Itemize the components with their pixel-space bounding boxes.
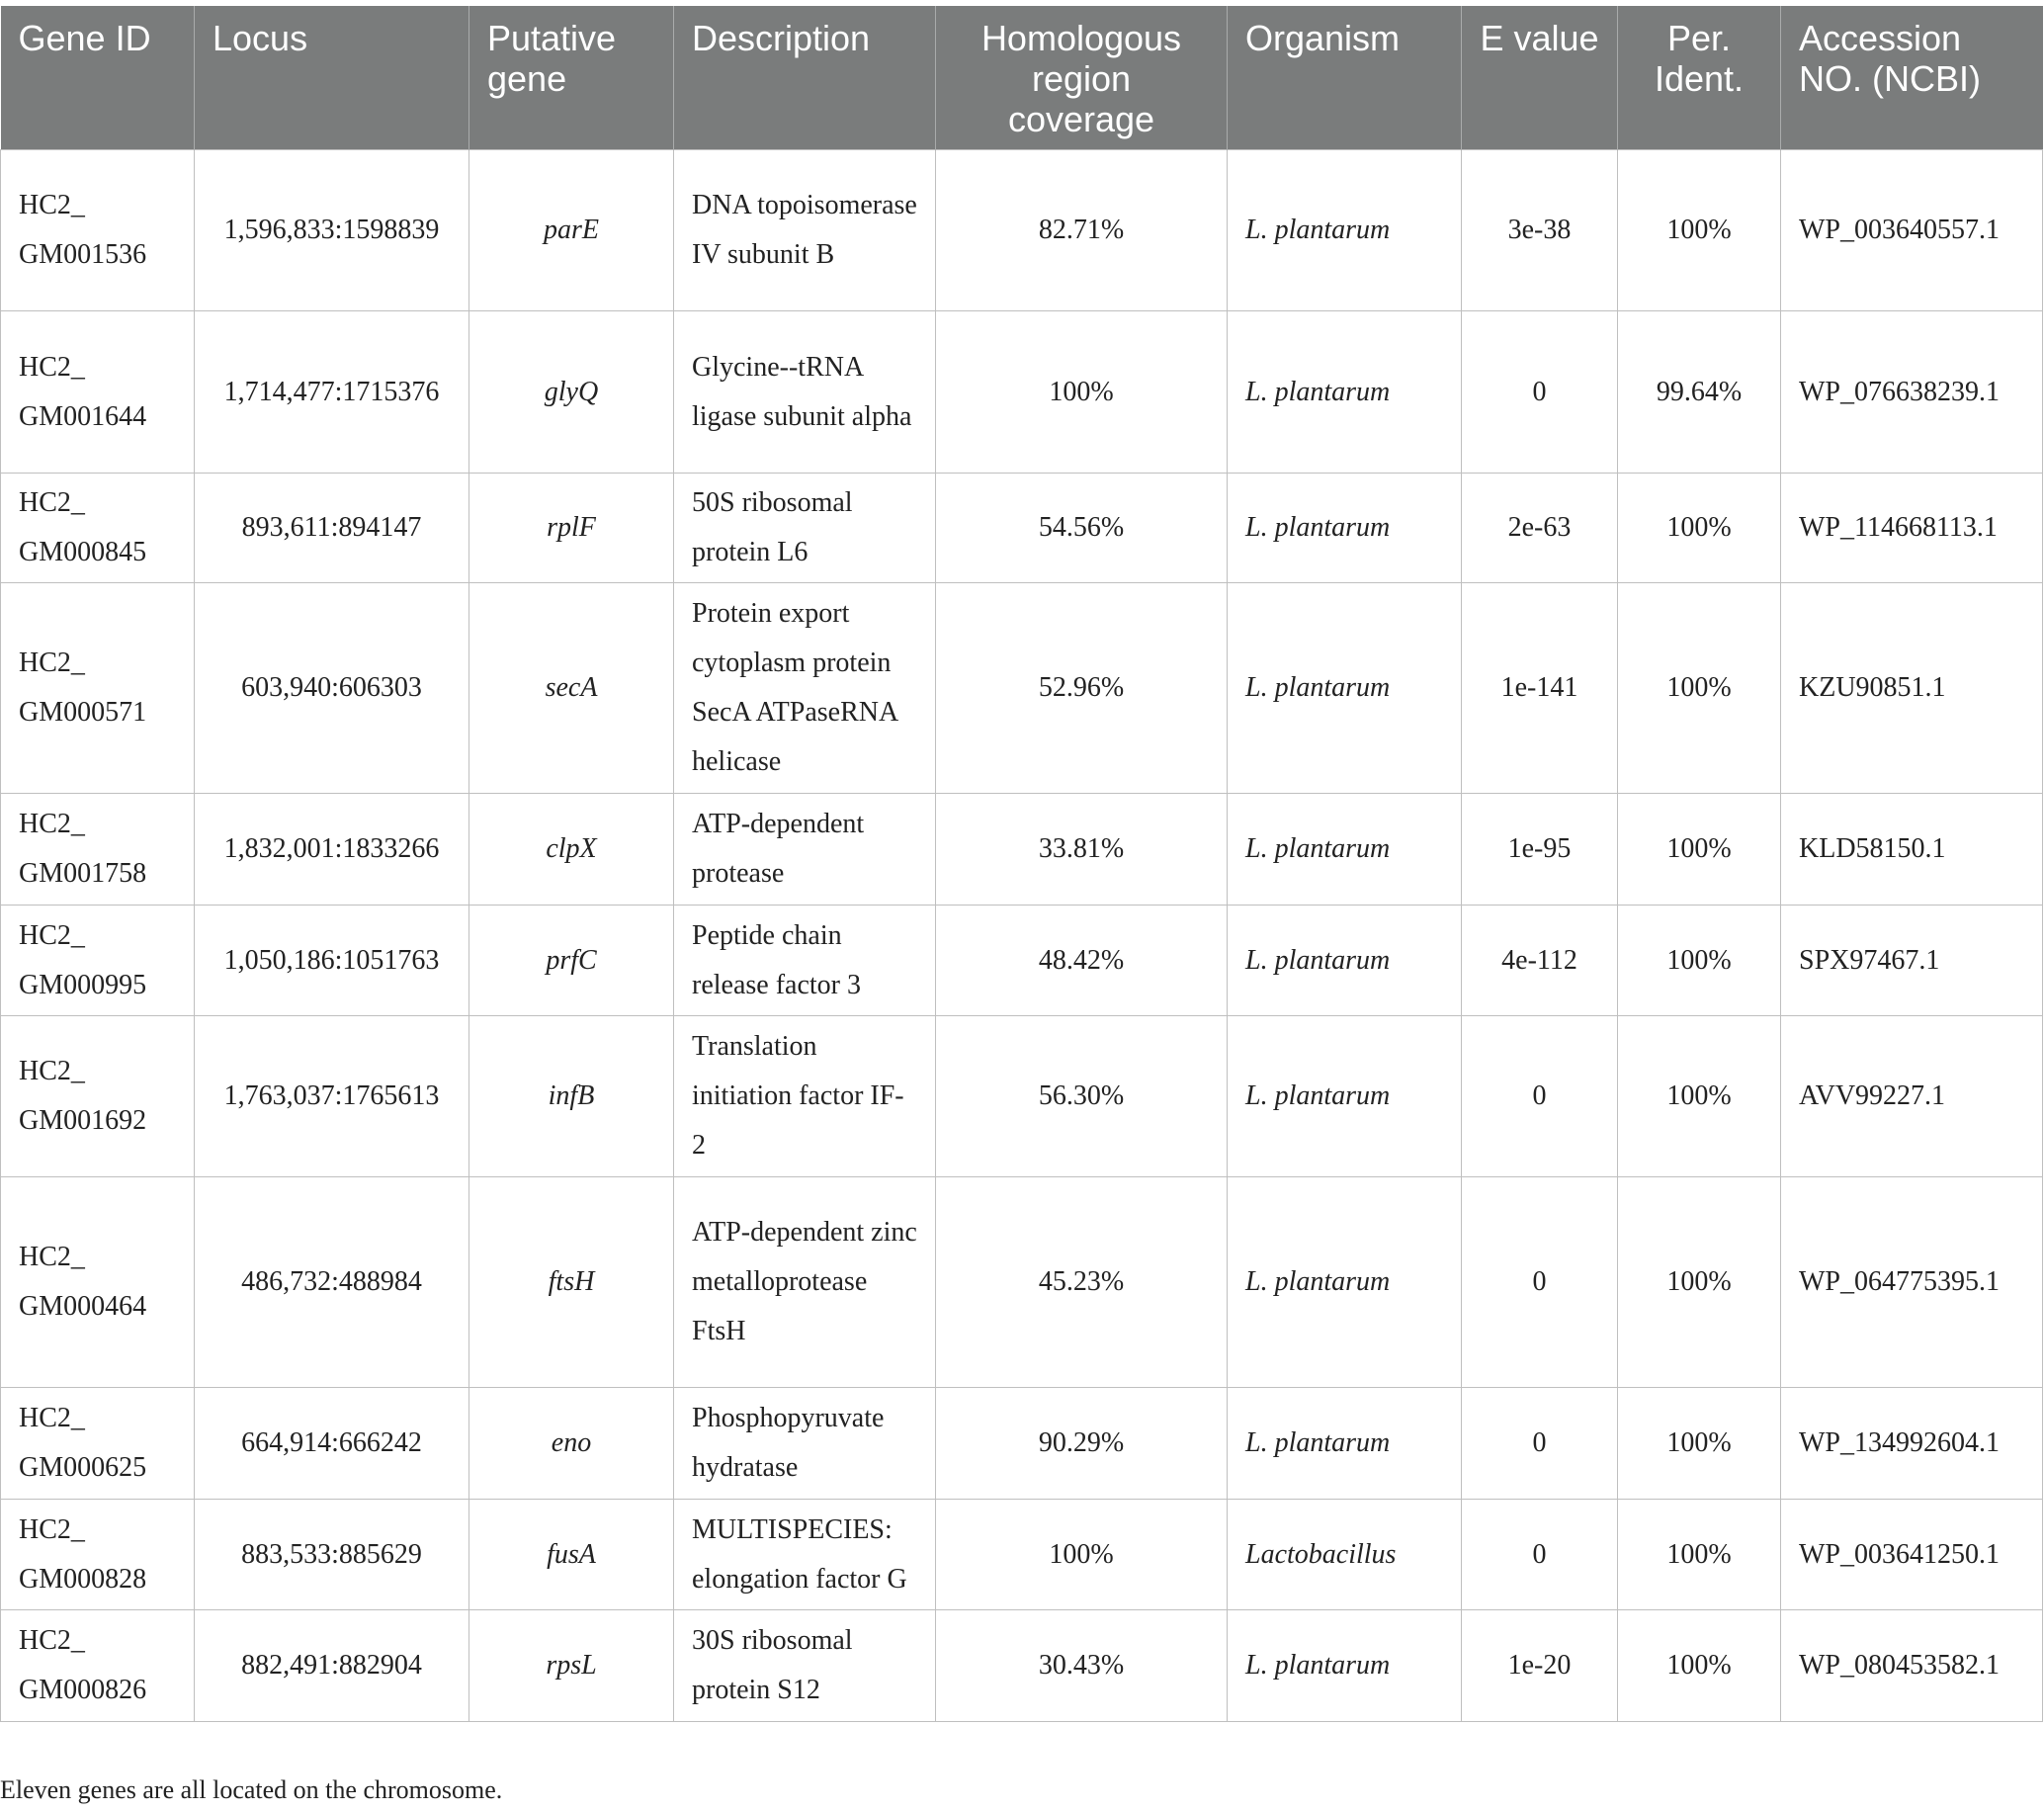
cell-gene-id: HC2_ GM000995 [1,906,195,1016]
cell-locus: 1,763,037:1765613 [195,1016,469,1177]
table-row [1,1177,2043,1388]
cell-gene-id: HC2_ GM001692 [1,1016,195,1177]
cell-locus: 486,732:488984 [195,1177,469,1388]
cell-e-value: 2e-63 [1462,474,1618,583]
cell-per-ident: 99.64% [1618,311,1781,474]
cell-coverage: 52.96% [936,583,1228,794]
cell-e-value: 1e-95 [1462,794,1618,906]
cell-organism: L. plantarum [1228,1610,1462,1722]
table-row [1,906,2043,1016]
table-row [1,1500,2043,1610]
cell-per-ident: 100% [1618,583,1781,794]
cell-locus: 1,832,001:1833266 [195,794,469,906]
cell-coverage: 82.71% [936,150,1228,311]
cell-gene-id: HC2_ GM000625 [1,1388,195,1500]
cell-per-ident: 100% [1618,1610,1781,1722]
cell-coverage: 56.30% [936,1016,1228,1177]
cell-organism: L. plantarum [1228,311,1462,474]
cell-putative-gene: ftsH [469,1177,674,1388]
cell-description: Translation initiation factor IF-2 [674,1016,936,1177]
table-row [1,1388,2043,1500]
cell-coverage: 48.42% [936,906,1228,1016]
cell-organism: L. plantarum [1228,1388,1462,1500]
cell-putative-gene: rplF [469,474,674,583]
cell-locus: 664,914:666242 [195,1388,469,1500]
cell-per-ident: 100% [1618,150,1781,311]
cell-organism: L. plantarum [1228,474,1462,583]
cell-per-ident: 100% [1618,1388,1781,1500]
cell-accession: WP_076638239.1 [1781,311,2043,474]
header-organism: Organism [1228,6,1462,150]
header-row [1,6,2043,150]
cell-per-ident: 100% [1618,906,1781,1016]
cell-accession: KLD58150.1 [1781,794,2043,906]
cell-e-value: 3e-38 [1462,150,1618,311]
header-locus: Locus [195,6,469,150]
cell-description: Phosphopyruvate hydratase [674,1388,936,1500]
table-row [1,1610,2043,1722]
cell-gene-id: HC2_ GM001644 [1,311,195,474]
cell-e-value: 0 [1462,1388,1618,1500]
cell-coverage: 30.43% [936,1610,1228,1722]
cell-e-value: 0 [1462,1016,1618,1177]
cell-e-value: 1e-20 [1462,1610,1618,1722]
cell-putative-gene: eno [469,1388,674,1500]
cell-locus: 883,533:885629 [195,1500,469,1610]
cell-description: 50S ribosomal protein L6 [674,474,936,583]
cell-e-value: 1e-141 [1462,583,1618,794]
cell-gene-id: HC2_ GM000845 [1,474,195,583]
header-e-value: E value [1462,6,1618,150]
cell-coverage: 100% [936,311,1228,474]
cell-organism: L. plantarum [1228,150,1462,311]
cell-accession: WP_003641250.1 [1781,1500,2043,1610]
cell-locus: 603,940:606303 [195,583,469,794]
header-accession: Accession NO. (NCBI) [1781,6,2043,150]
cell-coverage: 100% [936,1500,1228,1610]
cell-coverage: 45.23% [936,1177,1228,1388]
cell-coverage: 33.81% [936,794,1228,906]
cell-locus: 1,714,477:1715376 [195,311,469,474]
cell-description: Protein export cytoplasm protein SecA ATPaseRNA helicase [674,583,936,794]
cell-gene-id: HC2_ GM000571 [1,583,195,794]
table-row [1,311,2043,474]
cell-per-ident: 100% [1618,1500,1781,1610]
cell-accession: WP_114668113.1 [1781,474,2043,583]
cell-organism: L. plantarum [1228,1016,1462,1177]
cell-putative-gene: parE [469,150,674,311]
cell-accession: SPX97467.1 [1781,906,2043,1016]
cell-locus: 1,050,186:1051763 [195,906,469,1016]
table-row [1,1016,2043,1177]
cell-organism: L. plantarum [1228,794,1462,906]
cell-putative-gene: rpsL [469,1610,674,1722]
cell-description: DNA topoisomerase IV subunit B [674,150,936,311]
cell-per-ident: 100% [1618,1177,1781,1388]
cell-accession: WP_003640557.1 [1781,150,2043,311]
cell-putative-gene: prfC [469,906,674,1016]
cell-locus: 893,611:894147 [195,474,469,583]
cell-per-ident: 100% [1618,794,1781,906]
cell-description: MULTISPECIES: elongation factor G [674,1500,936,1610]
cell-description: 30S ribosomal protein S12 [674,1610,936,1722]
header-gene-id: Gene ID [1,6,195,150]
cell-gene-id: HC2_ GM000828 [1,1500,195,1610]
cell-putative-gene: glyQ [469,311,674,474]
cell-organism: L. plantarum [1228,1177,1462,1388]
cell-description: Peptide chain release factor 3 [674,906,936,1016]
table-row [1,794,2043,906]
header-per-ident: Per. Ident. [1618,6,1781,150]
table-footnote: Eleven genes are all located on the chromosome. [0,1775,503,1804]
cell-putative-gene: secA [469,583,674,794]
cell-organism: L. plantarum [1228,583,1462,794]
cell-gene-id: HC2_ GM001536 [1,150,195,311]
cell-organism: L. plantarum [1228,906,1462,1016]
cell-putative-gene: clpX [469,794,674,906]
cell-accession: WP_080453582.1 [1781,1610,2043,1722]
cell-gene-id: HC2_ GM000826 [1,1610,195,1722]
cell-per-ident: 100% [1618,474,1781,583]
cell-description: ATP-dependent zinc metalloprotease FtsH [674,1177,936,1388]
table-row [1,150,2043,311]
header-description: Description [674,6,936,150]
cell-putative-gene: infB [469,1016,674,1177]
table-row [1,583,2043,794]
cell-locus: 1,596,833:1598839 [195,150,469,311]
cell-e-value: 0 [1462,1500,1618,1610]
cell-e-value: 0 [1462,311,1618,474]
cell-accession: KZU90851.1 [1781,583,2043,794]
cell-coverage: 90.29% [936,1388,1228,1500]
cell-coverage: 54.56% [936,474,1228,583]
header-coverage: Homologous region coverage [936,6,1228,150]
cell-description: ATP-dependent protease [674,794,936,906]
cell-putative-gene: fusA [469,1500,674,1610]
cell-description: Glycine--tRNA ligase subunit alpha [674,311,936,474]
cell-gene-id: HC2_ GM000464 [1,1177,195,1388]
gene-table [0,6,2043,1722]
cell-e-value: 4e-112 [1462,906,1618,1016]
cell-e-value: 0 [1462,1177,1618,1388]
table-row [1,474,2043,583]
cell-accession: WP_134992604.1 [1781,1388,2043,1500]
cell-accession: WP_064775395.1 [1781,1177,2043,1388]
cell-organism: Lactobacillus [1228,1500,1462,1610]
header-putative-gene: Putative gene [469,6,674,150]
cell-locus: 882,491:882904 [195,1610,469,1722]
cell-per-ident: 100% [1618,1016,1781,1177]
cell-accession: AVV99227.1 [1781,1016,2043,1177]
cell-gene-id: HC2_ GM001758 [1,794,195,906]
